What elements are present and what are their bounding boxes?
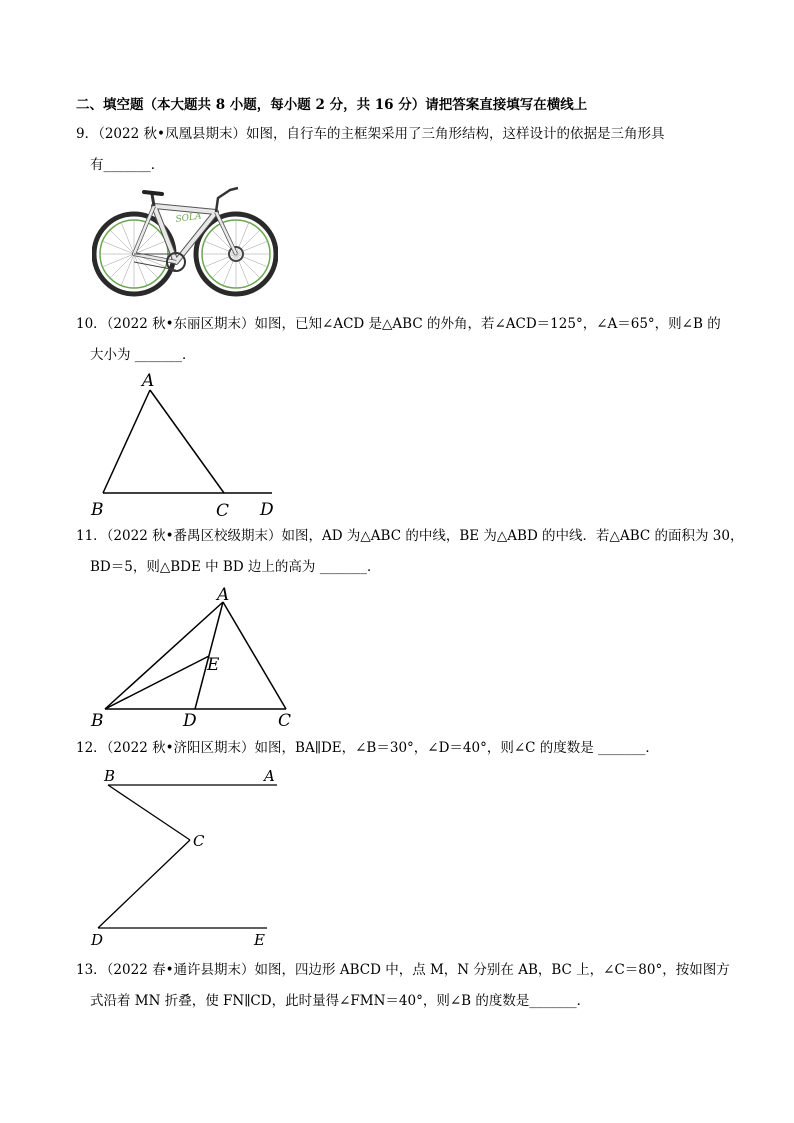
segment-ac [150, 390, 224, 493]
figure-q11-triangle [86, 582, 306, 732]
segment-ab [105, 602, 223, 709]
label-b: B [91, 500, 104, 520]
figure-q10-triangle [86, 366, 286, 520]
label-a: A [217, 585, 230, 605]
question-12-line-1: 12．（2022 秋•济阳区期末）如图，BA∥DE，∠B＝30°，∠D＝40°，则∠C 的度数是 _______． [76, 740, 659, 756]
label-c: C [193, 832, 205, 850]
section-header: 二、填空题（本大题共 8 小题，每小题 2 分，共 16 分）请把答案直接填写在横线上 [76, 97, 588, 113]
label-b: B [104, 767, 116, 785]
label-a: A [264, 767, 275, 785]
bicycle-image [92, 182, 278, 300]
segment-ac [223, 602, 286, 709]
question-10-line-1: 10．（2022 秋•东丽区期末）如图，已知∠ACD 是△ABC 的外角，若∠ACD＝125°，∠A＝65°，则∠B 的 [76, 316, 721, 332]
label-d: D [260, 500, 274, 520]
label-d: D [91, 931, 104, 949]
question-9-line-2: 有_______． [90, 157, 165, 173]
frame-logo: SOLA [175, 211, 203, 225]
question-13-line-1: 13．（2022 春•通许县期末）如图，四边形 ABCD 中，点 M，N 分别在 AB，BC 上，∠C＝80°，按如图方 [76, 962, 730, 978]
question-10-line-2: 大小为 _______． [90, 347, 196, 363]
bicycle-frame [134, 188, 238, 262]
question-9-line-1: 9．（2022 秋•凤凰县期末）如图，自行车的主框架采用了三角形结构，这样设计的依据是三角形具 [76, 126, 665, 142]
median-be [105, 656, 209, 709]
label-b: B [91, 711, 104, 731]
segment-cd [98, 840, 190, 928]
question-13-line-2: 式沿着 MN 折叠，使 FN∥CD，此时量得∠FMN＝40°，则∠B 的度数是_______． [90, 993, 591, 1009]
label-e: E [254, 931, 265, 949]
label-c: C [278, 711, 292, 731]
segment-bc [108, 785, 190, 840]
question-11-line-1: 11．（2022 秋•番禺区校级期末）如图，AD 为△ABC 的中线，BE 为△ABD 的中线．若△ABC 的面积为 30， [76, 528, 744, 544]
label-e: E [207, 655, 220, 675]
label-a: A [142, 371, 155, 391]
question-11-line-2: BD＝5，则△BDE 中 BD 边上的高为 _______． [90, 559, 381, 575]
segment-ab [103, 390, 150, 493]
figure-q12-parallel-lines [86, 764, 286, 950]
label-d: D [183, 711, 197, 731]
label-c: C [216, 501, 230, 520]
